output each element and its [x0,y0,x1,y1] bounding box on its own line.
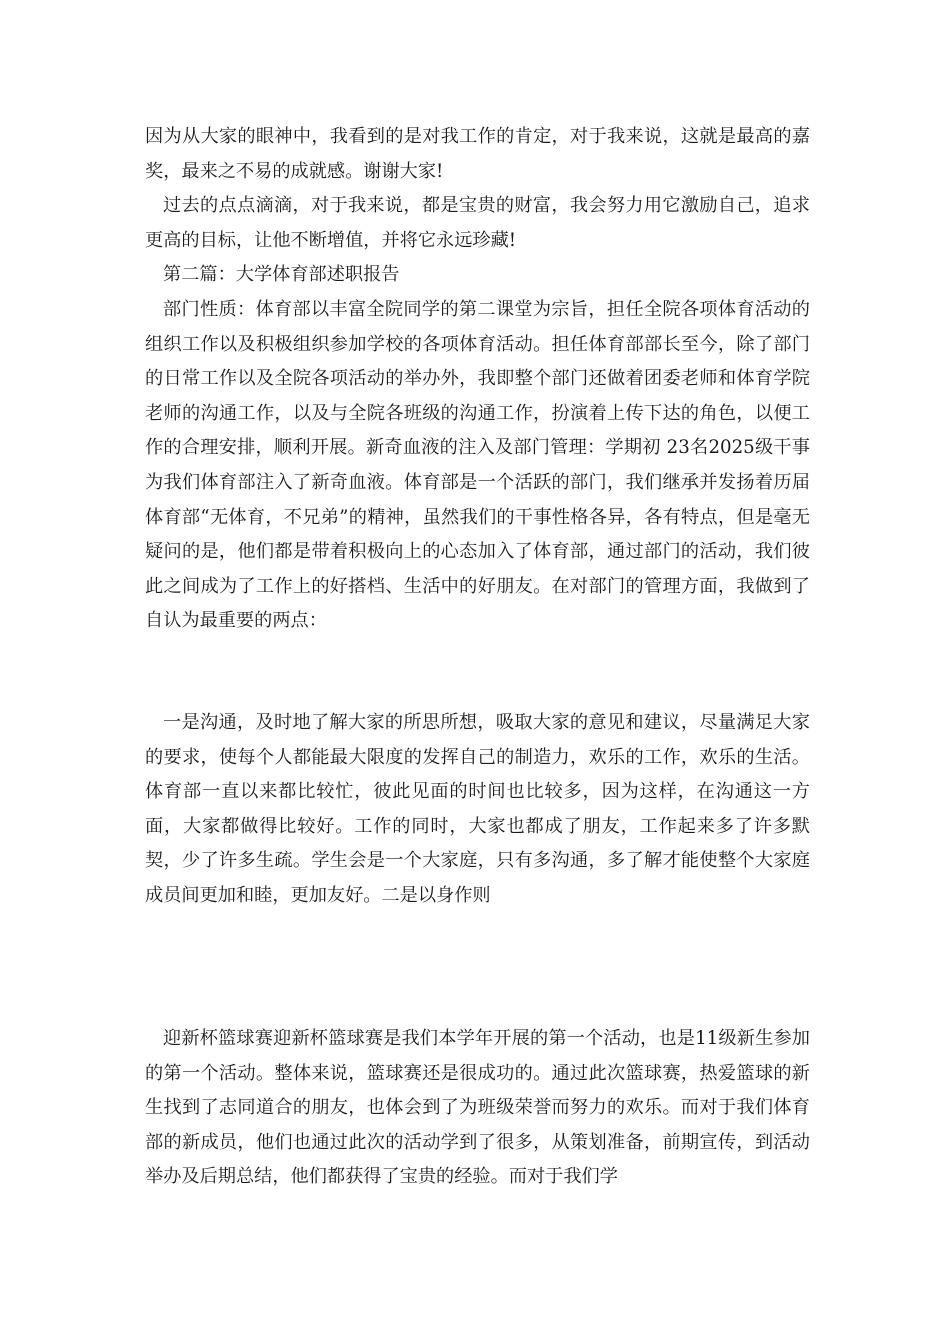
paragraph-department-nature: 部门性质：体育部以丰富全院同学的第二课堂为宗旨，担任全院各项体育活动的组织工作以及积极组织参加学校的各项体育活动。担任体育部部长至今，除了部门的日常工作以及全院各项活动的举办外，我即整个部门还做着团委老师和体育学院老师的沟通工作，以及与全院各班级的沟通工作，扮演着上传下达的角色，以便工作的合理安排，顺利开展。新奇血液的注入及部门管理：学期初 23名2025级干事为我们体育部注入了新奇血液。体育部是一个活跃的部门，我们继承并发扬着历届体育部“无体育，不兄弟”的精神，虽然我们的干事性格各异，各有特点，但是毫无疑问的是，他们都是带着积极向上的心态加入了体育部，通过部门的活动，我们彼此之间成为了工作上的好搭档、生活中的好朋友。在对部门的管理方面，我做到了自认为最重要的两点： [145,299,810,632]
paragraph-closing-thanks: 因为从大家的眼神中，我看到的是对我工作的肯定，对于我来说，这就是最高的嘉奖，最来之不易的成就感。谢谢大家! [145,126,810,182]
paragraph-basketball-cup: 迎新杯篮球赛迎新杯篮球赛是我们本学年开展的第一个活动，也是11级新生参加的第一个活动。整体来说，篮球赛还是很成功的。通过此次篮球赛，热爱篮球的新生找到了志同道合的朋友，也体会到了为班级荣誉而努力的欢乐。而对于我们体育部的新成员，他们也通过此次的活动学到了很多，从策划准备，前期宣传，到活动举办及后期总结，他们都获得了宝贵的经验。而对于我们学 [145,1028,810,1188]
section-heading: 第二篇：大学体育部述职报告 [163,264,400,285]
paragraph-communication: 一是沟通，及时地了解大家的所思所想，吸取大家的意见和建议，尽量满足大家的要求，使每个人都能最大限度的发挥自己的制造力，欢乐的工作，欢乐的生活。体育部一直以来都比较忙，彼此见面的时间也比较多，因为这样，在沟通这一方面，大家都做得比较好。工作的同时，大家也都成了朋友，工作起来多了许多默契，少了许多生疏。学生会是一个大家庭，只有多沟通，多了解才能使整个大家庭成员间更加和睦，更加友好。二是以身作则 [145,712,810,906]
paragraph-reflection: 过去的点点滴滴，对于我来说，都是宝贵的财富，我会努力用它激励自己，追求更高的目标，让他不断增值，并将它永远珍藏! [145,195,810,251]
